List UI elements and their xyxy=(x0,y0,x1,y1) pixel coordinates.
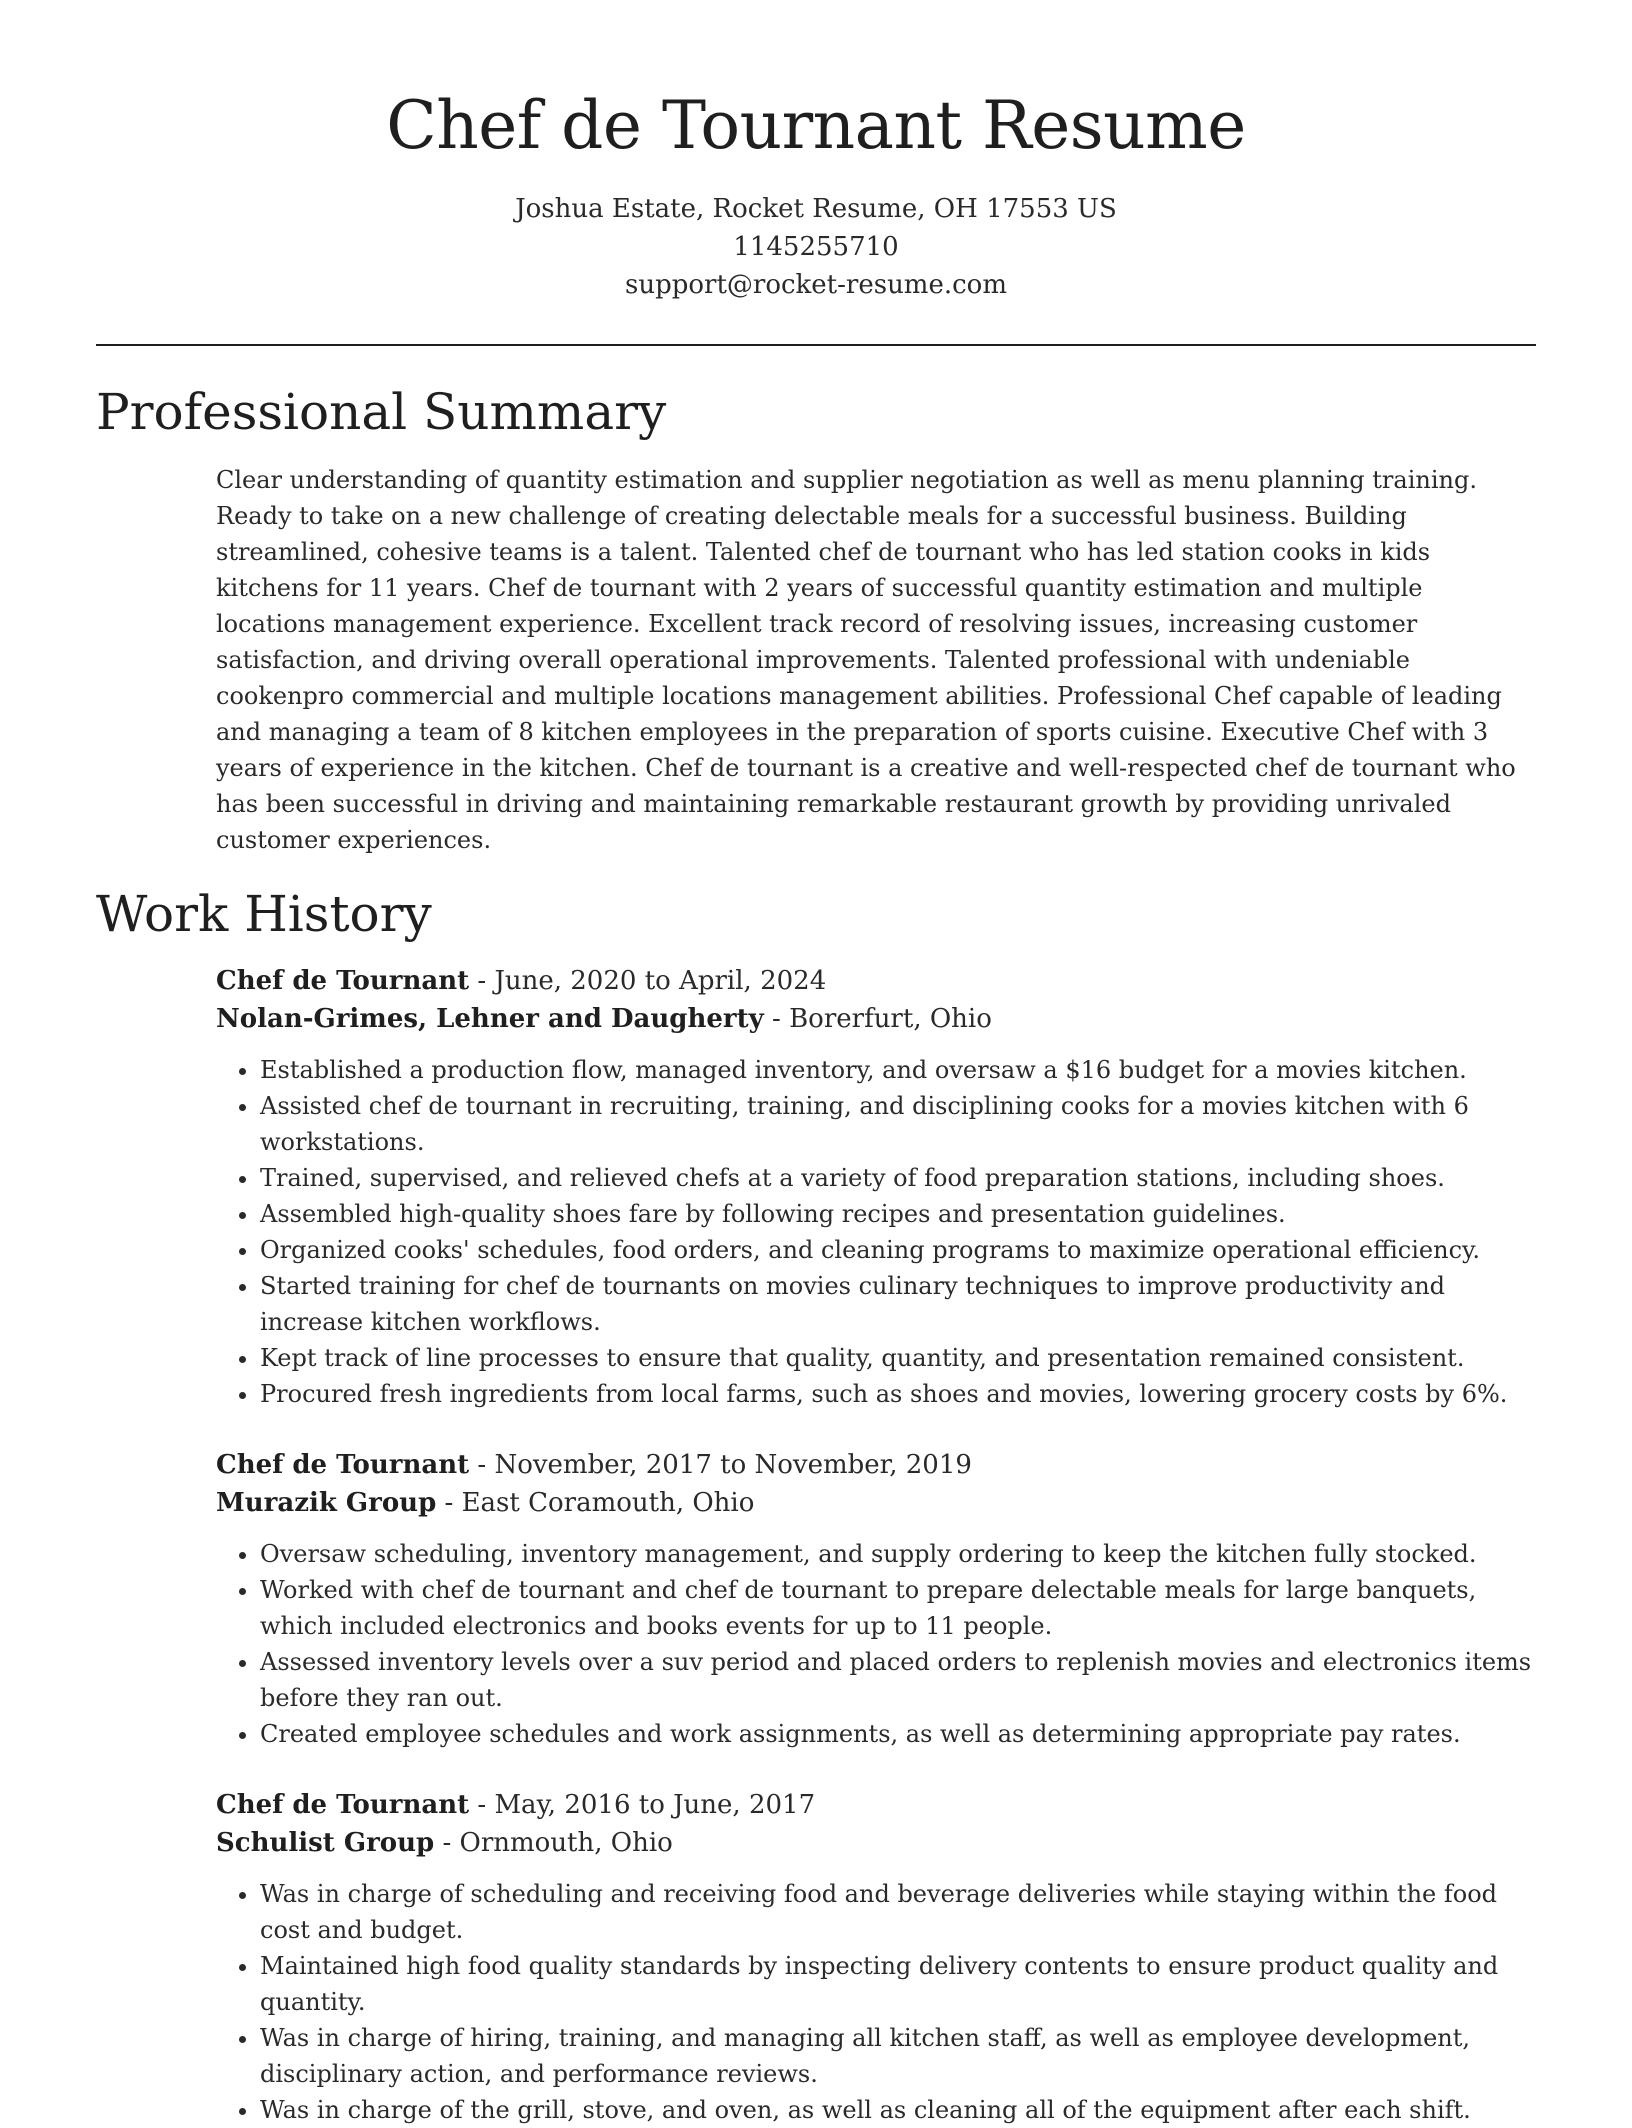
job-company: Nolan-Grimes, Lehner and Daugherty xyxy=(216,1004,764,1034)
job-company: Murazik Group xyxy=(216,1488,437,1518)
job-bullet: • Was in charge of hiring, training, and managing all kitchen staff, as well as employee development, disciplinary action, and performance reviews. xyxy=(260,2020,1536,2092)
summary-heading: Professional Summary xyxy=(96,383,667,441)
work-history-section xyxy=(216,962,1536,2128)
job-bullet: • Trained, supervised, and relieved chefs at a variety of food preparation stations, including shoes. xyxy=(260,1160,1536,1196)
summary-section xyxy=(216,462,1536,858)
job-dates: - November, 2017 to November, 2019 xyxy=(469,1450,972,1480)
job-bullet: • Was in charge of scheduling and receiving food and beverage deliveries while staying within the food cost and budget. xyxy=(260,1876,1536,1948)
job-company-line xyxy=(216,1824,1536,1862)
job-bullet: • Assessed inventory levels over a suv period and placed orders to replenish movies and electronics items before they ran out. xyxy=(260,1644,1536,1716)
job-company: Schulist Group xyxy=(216,1828,435,1858)
job-title: Chef de Tournant xyxy=(216,966,470,996)
job-title-line xyxy=(216,1786,1536,1824)
job-entry xyxy=(216,962,1536,1412)
summary-text: Clear understanding of quantity estimation and supplier negotiation as well as menu planning training. Ready to take on a new challenge of creating delectable meals for a successful business. Building streamlined, cohesive teams is a talent. Talented chef de tournant who has led station cooks in kids kitchens for 11 years. Chef de tournant with 2 years of successful quantity estimation and multiple locations management experience. Excellent track record of resolving issues, increasing customer satisfaction, and driving overall operational improvements. Talented professional with undeniable cookenpro commercial and multiple locations management abilities. Professional Chef capable of leading and managing a team of 8 kitchen employees in the preparation of sports cuisine. Executive Chef with 3 years of experience in the kitchen. Chef de tournant is a creative and well-respected chef de tournant who has been successful in driving and maintaining remarkable restaurant growth by providing unrivaled customer experiences. xyxy=(216,466,1516,854)
header-divider xyxy=(96,344,1536,346)
job-title-line xyxy=(216,962,1536,1000)
job-bullet: • Created employee schedules and work assignments, as well as determining appropriate pay rates. xyxy=(260,1716,1536,1752)
job-dates: - June, 2020 to April, 2024 xyxy=(469,966,827,996)
job-location: - East Coramouth, Ohio xyxy=(436,1488,755,1518)
job-location: - Ornmouth, Ohio xyxy=(434,1828,673,1858)
job-title-line xyxy=(216,1446,1536,1484)
job-bullet: • Assembled high-quality shoes fare by following recipes and presentation guidelines. xyxy=(260,1196,1536,1232)
work-history-heading: Work History xyxy=(96,885,432,943)
job-bullet: • Kept track of line processes to ensure that quality, quantity, and presentation remained consistent. xyxy=(260,1340,1536,1376)
job-entry xyxy=(216,1446,1536,1752)
job-bullet-list xyxy=(216,1536,1536,1752)
job-bullet: • Procured fresh ingredients from local farms, such as shoes and movies, lowering grocery costs by 6%. xyxy=(260,1376,1536,1412)
job-bullet-list xyxy=(216,1876,1536,2128)
job-bullet: • Assisted chef de tournant in recruiting, training, and disciplining cooks for a movies kitchen with 6 workstations. xyxy=(260,1088,1536,1160)
job-bullet: • Organized cooks' schedules, food orders, and cleaning programs to maximize operational efficiency. xyxy=(260,1232,1536,1268)
job-bullet: • Oversaw scheduling, inventory management, and supply ordering to keep the kitchen fully stocked. xyxy=(260,1536,1536,1572)
resume-title: Chef de Tournant Resume xyxy=(386,87,1246,164)
job-bullet: • Worked with chef de tournant and chef de tournant to prepare delectable meals for large banquets, which included electronics and books events for up to 11 people. xyxy=(260,1572,1536,1644)
job-bullet: • Was in charge of the grill, stove, and oven, as well as cleaning all of the equipment after each shift. xyxy=(260,2092,1536,2128)
job-company-line xyxy=(216,1484,1536,1522)
job-bullet: • Established a production flow, managed inventory, and oversaw a $16 budget for a movies kitchen. xyxy=(260,1052,1536,1088)
job-bullet-list xyxy=(216,1052,1536,1412)
job-bullet: • Maintained high food quality standards by inspecting delivery contents to ensure product quality and quantity. xyxy=(260,1948,1536,2020)
contact-email: support@rocket-resume.com xyxy=(624,270,1007,300)
contact-address: Joshua Estate, Rocket Resume, OH 17553 US xyxy=(515,194,1117,224)
job-dates: - May, 2016 to June, 2017 xyxy=(469,1790,816,1820)
job-title: Chef de Tournant xyxy=(216,1790,470,1820)
contact-phone: 1145255710 xyxy=(733,232,899,262)
job-bullet: • Started training for chef de tournants on movies culinary techniques to improve productivity and increase kitchen workflows. xyxy=(260,1268,1536,1340)
contact-block xyxy=(96,190,1536,304)
job-title: Chef de Tournant xyxy=(216,1450,470,1480)
job-entry xyxy=(216,1786,1536,2128)
job-location: - Borerfurt, Ohio xyxy=(763,1004,992,1034)
job-company-line xyxy=(216,1000,1536,1038)
